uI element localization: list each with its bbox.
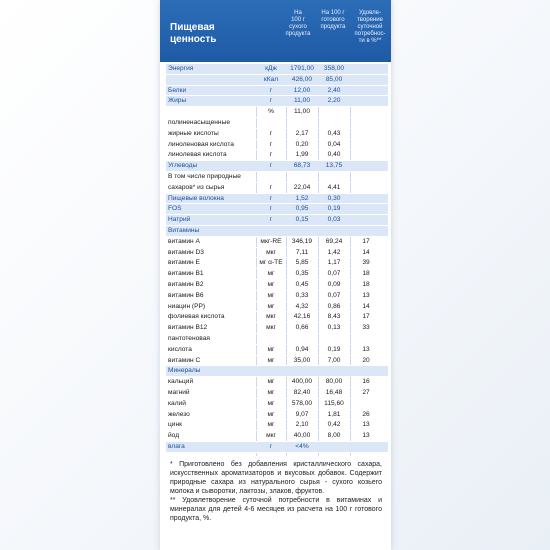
table-row <box>166 410 388 421</box>
prepared-value-cell: 0,09 <box>327 280 341 288</box>
nutrient-name: Минералы <box>168 367 201 375</box>
prepared-value-cell: 2,20 <box>327 97 341 105</box>
unit-cell: мг <box>267 388 275 396</box>
unit-cell: г <box>269 86 273 94</box>
daily-percent-cell: 14 <box>362 248 370 256</box>
table-row <box>166 150 388 161</box>
unit-cell: г <box>269 442 273 450</box>
prepared-value-cell: 0,40 <box>327 151 341 159</box>
table-row <box>166 96 388 107</box>
nutrient-name: Белки <box>168 86 187 94</box>
nutrient-name: витамин В6 <box>168 291 204 299</box>
dry-value-cell: 22,04 <box>293 183 311 191</box>
daily-percent-cell: 18 <box>362 270 370 278</box>
table-row <box>166 334 388 345</box>
dry-value-cell: 11,00 <box>293 97 310 105</box>
dry-value-cell: 11,00 <box>293 108 310 116</box>
nutrient-name: ниацин (PP) <box>168 302 206 310</box>
nutrient-name: витамин Е <box>168 259 200 267</box>
nutrient-name: цинк <box>168 421 182 429</box>
nutrient-name: железо <box>168 410 190 418</box>
prepared-value-cell: 2,40 <box>327 86 341 94</box>
unit-cell: г <box>269 97 273 105</box>
nutrient-name: витамин А <box>168 237 200 245</box>
table-row <box>166 107 388 118</box>
prepared-value-cell: 16,48 <box>325 388 343 396</box>
prepared-value-cell: 13,75 <box>325 162 343 170</box>
prepared-value-cell: 0,43 <box>327 129 341 137</box>
nutrient-name: витамин D3 <box>168 248 204 256</box>
unit-cell: % <box>268 108 274 116</box>
unit-cell: мкг <box>266 248 276 256</box>
table-row <box>166 356 388 367</box>
prepared-value-cell: 0,19 <box>327 345 341 353</box>
table-row <box>166 258 388 269</box>
nutrient-name: линолевая кислота <box>168 151 227 159</box>
table-row <box>166 237 388 248</box>
nutrient-name: кальций <box>168 378 194 386</box>
dry-value-cell: 346,19 <box>291 237 313 245</box>
dry-value-cell: 5,85 <box>295 259 309 267</box>
daily-percent-cell: 13 <box>362 421 370 429</box>
nutrient-name: жирные кислоты <box>168 129 219 137</box>
dry-value-cell: 12,00 <box>293 86 311 94</box>
nutrient-name: сахаров* из сырья <box>168 183 225 191</box>
prepared-value-cell: 8,00 <box>327 432 341 440</box>
dry-value-cell: 68,73 <box>293 162 311 170</box>
daily-percent-cell: 26 <box>362 410 370 418</box>
table-row <box>166 302 388 313</box>
daily-percent-cell: 13 <box>362 345 370 353</box>
column-header-dry: На 100 г сухого продукта <box>285 10 311 37</box>
daily-percent-cell: 17 <box>362 313 370 321</box>
dry-value-cell: 578,00 <box>291 399 313 407</box>
column-header-prepared: На 100 г готового продукта <box>320 10 346 30</box>
prepared-value-cell: 0,07 <box>327 270 341 278</box>
nutrient-name: калий <box>168 399 186 407</box>
nutrient-name: йод <box>168 432 180 440</box>
prepared-value-cell: 1,81 <box>327 410 341 418</box>
daily-percent-cell: 13 <box>362 291 370 299</box>
table-row <box>166 129 388 140</box>
dry-value-cell: 9,07 <box>295 410 309 418</box>
nutrient-name: Энергия <box>168 65 194 72</box>
nutrient-name: магний <box>168 388 190 396</box>
unit-cell: кКал <box>263 75 279 83</box>
dry-value-cell: 1791,00 <box>290 65 314 72</box>
prepared-value-cell: 69,24 <box>325 237 343 245</box>
table-row <box>166 280 388 291</box>
daily-percent-cell: 16 <box>362 378 370 386</box>
prepared-value-cell: 85,00 <box>325 75 343 83</box>
table-row <box>166 140 388 151</box>
prepared-value-cell: 0,03 <box>327 216 341 224</box>
dry-value-cell: 1,99 <box>295 151 309 159</box>
dry-value-cell: 2,17 <box>295 129 309 137</box>
prepared-value-cell: 0,04 <box>327 140 341 148</box>
table-row <box>166 204 388 215</box>
unit-cell: кДж <box>265 65 277 72</box>
unit-cell: г <box>269 216 273 224</box>
unit-cell: мкг <box>266 313 276 321</box>
prepared-value-cell: 0,42 <box>327 421 341 429</box>
unit-cell: г <box>269 205 273 213</box>
dry-value-cell: 82,40 <box>293 388 311 396</box>
nutrient-name: В том числе природные <box>168 172 241 180</box>
unit-cell: мг <box>267 410 275 418</box>
daily-percent-cell: 13 <box>362 432 370 440</box>
prepared-value-cell: 80,00 <box>325 378 343 386</box>
nutrition-table <box>166 64 388 453</box>
dry-value-cell: 0,94 <box>295 345 309 353</box>
table-row <box>166 312 388 323</box>
table-row <box>166 431 388 442</box>
unit-cell: мкг <box>266 432 276 440</box>
unit-cell: мг <box>267 356 275 364</box>
nutrient-name: влага <box>168 442 185 450</box>
prepared-value-cell: 0,30 <box>327 194 341 202</box>
nutrient-name: Витамины <box>168 226 200 234</box>
unit-cell: г <box>269 162 273 170</box>
nutrient-name: фолиевая кислота <box>168 313 225 321</box>
daily-percent-cell: 33 <box>362 324 370 332</box>
unit-cell: г <box>269 183 273 191</box>
column-header-daily-need: Удовле- творение суточной потребнос- ти в %** <box>354 10 386 44</box>
dry-value-cell: 0,66 <box>295 324 309 332</box>
dry-value-cell: 0,95 <box>295 205 309 213</box>
table-row <box>166 269 388 280</box>
dry-value-cell: 7,11 <box>295 248 309 256</box>
table-row <box>166 183 388 194</box>
prepared-value-cell: 358,00 <box>323 65 345 72</box>
dry-value-cell: 0,45 <box>295 280 309 288</box>
footnote-sugar: * Приготовлено без добавления кристаллического сахара, искусственных ароматизаторов и вкусовых добавок. Содержит природные сахара из натурального сырья - сухого козьего молока и сыворотки, лактозы, злаков, фруктов. <box>170 461 382 495</box>
prepared-value-cell: 1,42 <box>327 248 341 256</box>
table-row <box>166 388 388 399</box>
table-row <box>166 420 388 431</box>
prepared-value-cell: 8,43 <box>327 313 341 321</box>
unit-cell: мг <box>267 291 275 299</box>
unit-cell: мг <box>267 270 275 278</box>
daily-percent-cell: 20 <box>362 356 370 364</box>
table-row <box>166 215 388 226</box>
table-row <box>166 161 388 172</box>
page-title: Пищевая ценность <box>170 22 217 45</box>
dry-value-cell: 0,20 <box>295 140 309 148</box>
unit-cell: г <box>269 140 273 148</box>
dry-value-cell: 0,35 <box>295 270 309 278</box>
prepared-value-cell: 0,07 <box>327 291 341 299</box>
daily-percent-cell: 14 <box>362 302 370 310</box>
table-row <box>166 194 388 205</box>
daily-percent-cell: 18 <box>362 280 370 288</box>
dry-value-cell: 40,00 <box>293 432 311 440</box>
nutrient-name: линоленовая кислота <box>168 140 234 148</box>
prepared-value-cell: 4,41 <box>327 183 341 191</box>
dry-value-cell: 1,52 <box>295 194 309 202</box>
table-row <box>166 442 388 453</box>
unit-cell: г <box>269 194 273 202</box>
table-row <box>166 345 388 356</box>
nutrient-name: витамин С <box>168 356 201 364</box>
table-row <box>166 118 388 129</box>
dry-value-cell: 4,32 <box>295 302 309 310</box>
nutrient-name: витамин В2 <box>168 280 204 288</box>
unit-cell: мг α-TE <box>259 259 283 267</box>
nutrient-name: пантотеновая <box>168 334 210 342</box>
dry-value-cell: 0,15 <box>295 216 309 224</box>
nutrient-name: кислота <box>168 345 192 353</box>
dry-value-cell: 35,00 <box>293 356 311 364</box>
table-row <box>166 226 388 237</box>
table-row <box>166 86 388 97</box>
dry-value-cell: 2,10 <box>295 421 309 429</box>
dry-value-cell: 0,33 <box>295 291 309 299</box>
table-row <box>166 75 388 86</box>
table-row <box>166 291 388 302</box>
unit-cell: мг <box>267 399 275 407</box>
nutrition-sheet <box>160 0 391 550</box>
unit-cell: мг <box>267 345 275 353</box>
dry-value-cell: 400,00 <box>291 378 313 386</box>
daily-percent-cell: 27 <box>362 388 370 396</box>
daily-percent-cell: 17 <box>362 237 370 245</box>
table-row <box>166 323 388 334</box>
dry-value-cell: 426,00 <box>291 75 313 83</box>
unit-cell: г <box>269 151 273 159</box>
footnotes <box>170 460 382 523</box>
prepared-value-cell: 115,60 <box>324 399 344 407</box>
unit-cell: мг <box>267 421 275 429</box>
nutrient-name: полиненасыщенные <box>168 118 230 126</box>
prepared-value-cell: 0,13 <box>327 324 341 332</box>
table-row <box>166 172 388 183</box>
unit-cell: мг <box>267 378 275 386</box>
unit-cell: мкг <box>266 324 276 332</box>
table-row <box>166 248 388 259</box>
nutrient-name: Углеводы <box>168 162 198 170</box>
nutrient-name: Пищевые волокна <box>168 194 224 202</box>
prepared-value-cell: 0,19 <box>327 205 341 213</box>
nutrient-name: витамин В12 <box>168 324 208 332</box>
nutrient-name: FOS <box>168 205 182 213</box>
footnote-daily-need: ** Удовлетворение суточной потребности в витаминах и минералах для детей 4-6 месяцев из расчета на 100 г готового продукта, %. <box>170 497 382 522</box>
unit-cell: мг <box>267 280 275 288</box>
table-row <box>166 399 388 410</box>
nutrient-name: Жиры <box>168 97 187 105</box>
table-row <box>166 64 388 75</box>
unit-cell: мкг-RE <box>260 237 282 245</box>
table-header <box>160 0 391 62</box>
nutrient-name: витамин В1 <box>168 270 204 278</box>
prepared-value-cell: 0,86 <box>327 302 341 310</box>
unit-cell: г <box>269 129 273 137</box>
prepared-value-cell: 7,00 <box>327 356 341 364</box>
table-row <box>166 366 388 377</box>
nutrient-name: Натрий <box>168 216 191 224</box>
daily-percent-cell: 39 <box>362 259 370 267</box>
dry-value-cell: 42,16 <box>293 313 311 321</box>
unit-cell: мг <box>267 302 275 310</box>
table-row <box>166 377 388 388</box>
dry-value-cell: <4% <box>295 442 309 450</box>
prepared-value-cell: 1,17 <box>327 259 341 267</box>
